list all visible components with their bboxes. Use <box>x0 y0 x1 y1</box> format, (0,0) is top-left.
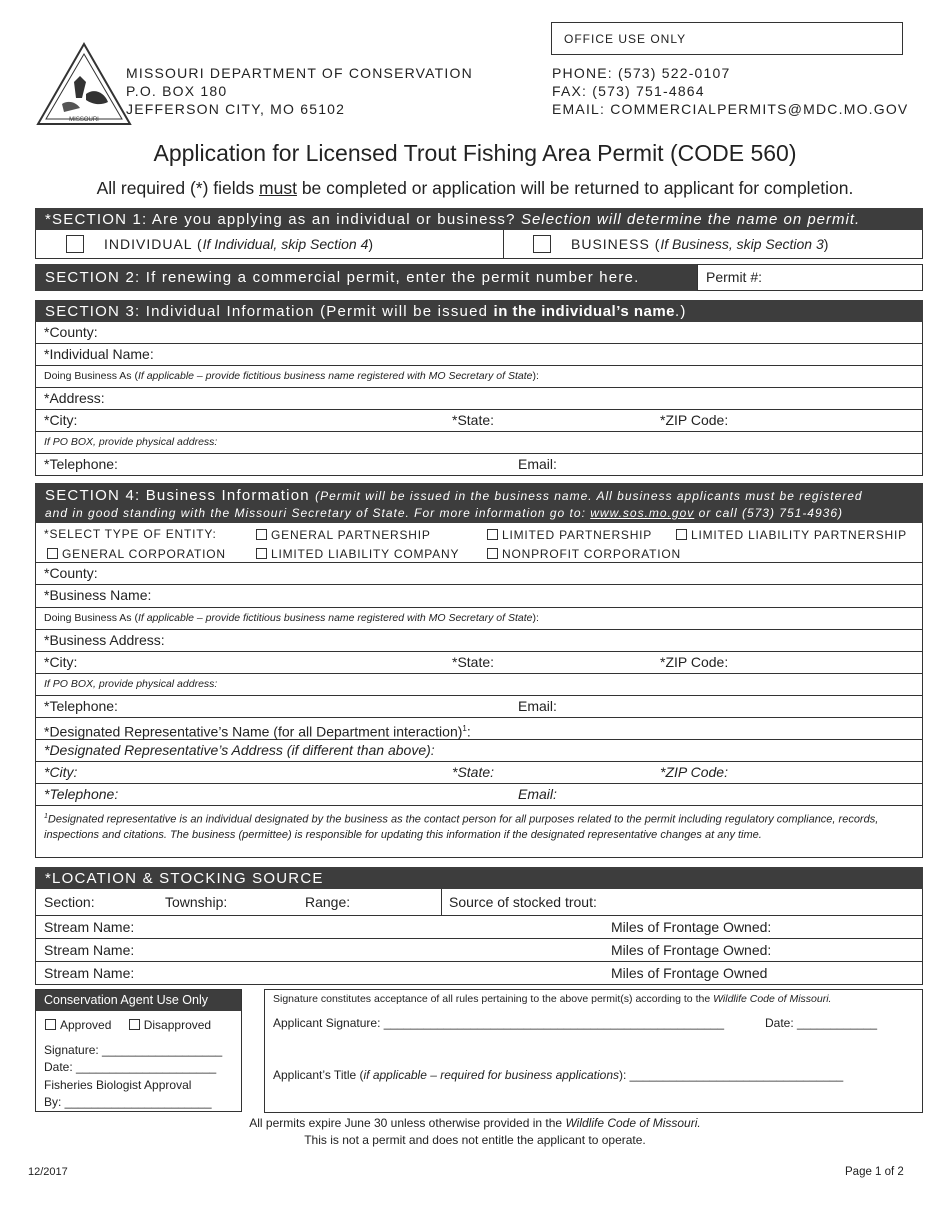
title-suffix: ) <box>788 140 797 166</box>
entity-general-partnership[interactable]: GENERAL PARTNERSHIP <box>256 525 431 546</box>
title-prefix: Application for <box>153 140 306 166</box>
business-address-field[interactable]: *Business Address: <box>35 630 923 652</box>
title-code: CODE 560 <box>677 140 789 166</box>
individual-county-field[interactable]: *County: <box>35 322 923 344</box>
location-header: *LOCATION & STOCKING SOURCE <box>35 867 923 889</box>
business-city-state-zip[interactable]: *City: *State: *ZIP Code: <box>35 652 923 674</box>
applicant-signature[interactable]: Applicant Signature: ___________________________________________________ <box>273 1016 725 1030</box>
rep-city-state-zip[interactable]: *City: *State: *ZIP Code: <box>35 762 923 784</box>
business-dba-field[interactable]: Doing Business As (If applicable – provide fictitious business name registered with MO Secretary of State): <box>35 608 923 630</box>
agency-address <box>126 64 473 118</box>
page-number: Page 1 of 2 <box>845 1166 904 1178</box>
section-1-note: Selection will determine the name on permit. <box>521 211 861 228</box>
section-1-options <box>35 230 923 259</box>
biologist-label: Fisheries Biologist Approval <box>44 1078 192 1092</box>
stock-source-field[interactable]: Source of stocked trout: <box>449 894 597 910</box>
rep-address-field[interactable]: *Designated Representative’s Address (if different than above): <box>35 740 923 762</box>
agency-line: MISSOURI DEPARTMENT OF CONSERVATION <box>126 65 473 81</box>
signature-acceptance: Signature constitutes acceptance of all rules pertaining to the above permit(s) according to the Wildlife Code of Missouri. <box>273 993 832 1005</box>
entity-limited-partnership[interactable]: LIMITED PARTNERSHIP <box>487 525 652 546</box>
location-township-field[interactable]: Township: <box>165 894 228 910</box>
location-section <box>35 867 923 985</box>
section-2-header: SECTION 2: If renewing a commercial permit, enter the permit number here. <box>35 264 697 291</box>
contact-info <box>552 64 908 118</box>
section-4-header: SECTION 4: Business Information (Permit will be issued in the business name. All business applicants must be registered and in good standing with the Missouri Secretary of State. For more information go to: www.sos.mo.gov or call (573) 751-4936) <box>35 483 923 523</box>
rep-phone-email[interactable]: *Telephone: Email: <box>35 784 923 806</box>
contact-email[interactable]: EMAIL: COMMERCIALPERMITS@MDC.MO.GOV <box>552 101 909 117</box>
business-name-field[interactable]: *Business Name: <box>35 585 923 608</box>
agent-use-box <box>35 989 242 1112</box>
contact-fax: FAX: (573) 751-4864 <box>552 83 705 99</box>
section-1-header <box>35 208 923 230</box>
business-checkbox[interactable] <box>533 235 551 253</box>
agent-date[interactable]: Date: _____________________ <box>44 1060 217 1074</box>
individual-phone-email[interactable]: *Telephone: Email: <box>35 454 923 476</box>
agent-signature[interactable]: Signature: __________________ <box>44 1043 223 1057</box>
individual-name-field[interactable]: *Individual Name: <box>35 344 923 366</box>
expiration-note: All permits expire June 30 unless otherwise provided in the Wildlife Code of Missouri. <box>249 1116 701 1130</box>
section-2 <box>35 264 923 291</box>
business-phone-email[interactable]: *Telephone: Email: <box>35 696 923 718</box>
entity-llc[interactable]: LIMITED LIABILITY COMPANY <box>256 544 459 565</box>
business-county-field[interactable]: *County: <box>35 563 923 585</box>
logo-text: MISSOURI <box>69 117 99 123</box>
mdc-logo <box>36 42 132 132</box>
entity-general-corporation[interactable]: GENERAL CORPORATION <box>47 544 226 565</box>
individual-label: INDIVIDUAL (If Individual, skip Section 4) <box>104 236 374 252</box>
not-permit-note: This is not a permit and does not entitle the applicant to operate. <box>304 1133 646 1147</box>
stream-row[interactable]: Stream Name: Miles of Frontage Owned: <box>35 916 923 939</box>
permit-number-field[interactable] <box>697 264 923 291</box>
applicant-title[interactable]: Applicant’s Title (if applicable – required for business applications): ________________________________ <box>273 1068 844 1082</box>
section-3-header: SECTION 3: Individual Information (Permit will be issued in the individual’s name.) <box>35 300 923 322</box>
subtitle-post: be completed or application will be returned to applicant for completion. <box>296 178 854 198</box>
disapproved-checkbox[interactable]: Disapproved <box>129 1018 211 1032</box>
section-1-title: *SECTION 1: Are you applying as an individual or business? <box>45 211 522 228</box>
subtitle-must: must <box>259 178 297 198</box>
revision-date: 12/2017 <box>28 1166 68 1178</box>
individual-checkbox[interactable] <box>66 235 84 253</box>
location-row <box>35 889 923 916</box>
signature-box <box>264 989 923 1113</box>
title-middle: Permit ( <box>590 140 678 166</box>
section-1 <box>35 208 923 259</box>
individual-po-box-field[interactable]: If PO BOX, provide physical address: <box>35 432 923 454</box>
rep-name-field[interactable]: *Designated Representative’s Name (for all Department interaction)$^1$: <box>35 718 923 740</box>
location-range-field[interactable]: Range: <box>305 894 351 910</box>
section-3 <box>35 300 923 476</box>
biologist-by[interactable]: By: ______________________ <box>44 1095 212 1109</box>
title-main: Licensed Trout Fishing Area <box>305 140 591 166</box>
business-label: BUSINESS (If Business, skip Section 3) <box>571 236 829 252</box>
location-section-field[interactable]: Section: <box>44 894 95 910</box>
individual-address-field[interactable]: *Address: <box>35 388 923 410</box>
stream-row[interactable]: Stream Name: Miles of Frontage Owned <box>35 962 923 985</box>
entity-llp[interactable]: LIMITED LIABILITY PARTNERSHIP <box>676 525 907 546</box>
page-title <box>0 140 950 167</box>
sos-link[interactable]: www.sos.mo.gov <box>590 506 695 520</box>
agent-header: Conservation Agent Use Only <box>36 990 241 1011</box>
section-4 <box>35 483 923 858</box>
business-po-box-field[interactable]: If PO BOX, provide physical address: <box>35 674 923 696</box>
page-subtitle <box>0 178 950 199</box>
individual-dba-field[interactable]: Doing Business As (If applicable – provide fictitious business name registered with MO Secretary of State): <box>35 366 923 388</box>
approved-checkbox[interactable]: Approved <box>45 1018 111 1032</box>
subtitle-pre: All required (*) fields <box>96 178 260 198</box>
entity-label: *SELECT TYPE OF ENTITY: <box>44 527 217 541</box>
entity-type-selector <box>35 523 923 563</box>
contact-phone: PHONE: (573) 522-0107 <box>552 65 731 81</box>
permit-number-label: Permit #: <box>706 269 763 285</box>
stream-row[interactable]: Stream Name: Miles of Frontage Owned: <box>35 939 923 962</box>
entity-nonprofit[interactable]: NONPROFIT CORPORATION <box>487 544 681 565</box>
applicant-date[interactable]: Date: ____________ <box>765 1016 878 1030</box>
agency-line: P.O. BOX 180 <box>126 83 228 99</box>
office-use-box: OFFICE USE ONLY <box>551 22 903 55</box>
agency-line: JEFFERSON CITY, MO 65102 <box>126 101 346 117</box>
rep-footnote: $^1$Designated representative is an individual designated by the business as the contact person for all purposes related to the permit including regulatory compliance, records, inspections and citations. The business (permittee) is responsible for updating this information if the designated representative changes at any time. <box>35 806 923 858</box>
individual-city-state-zip[interactable]: *City: *State: *ZIP Code: <box>35 410 923 432</box>
